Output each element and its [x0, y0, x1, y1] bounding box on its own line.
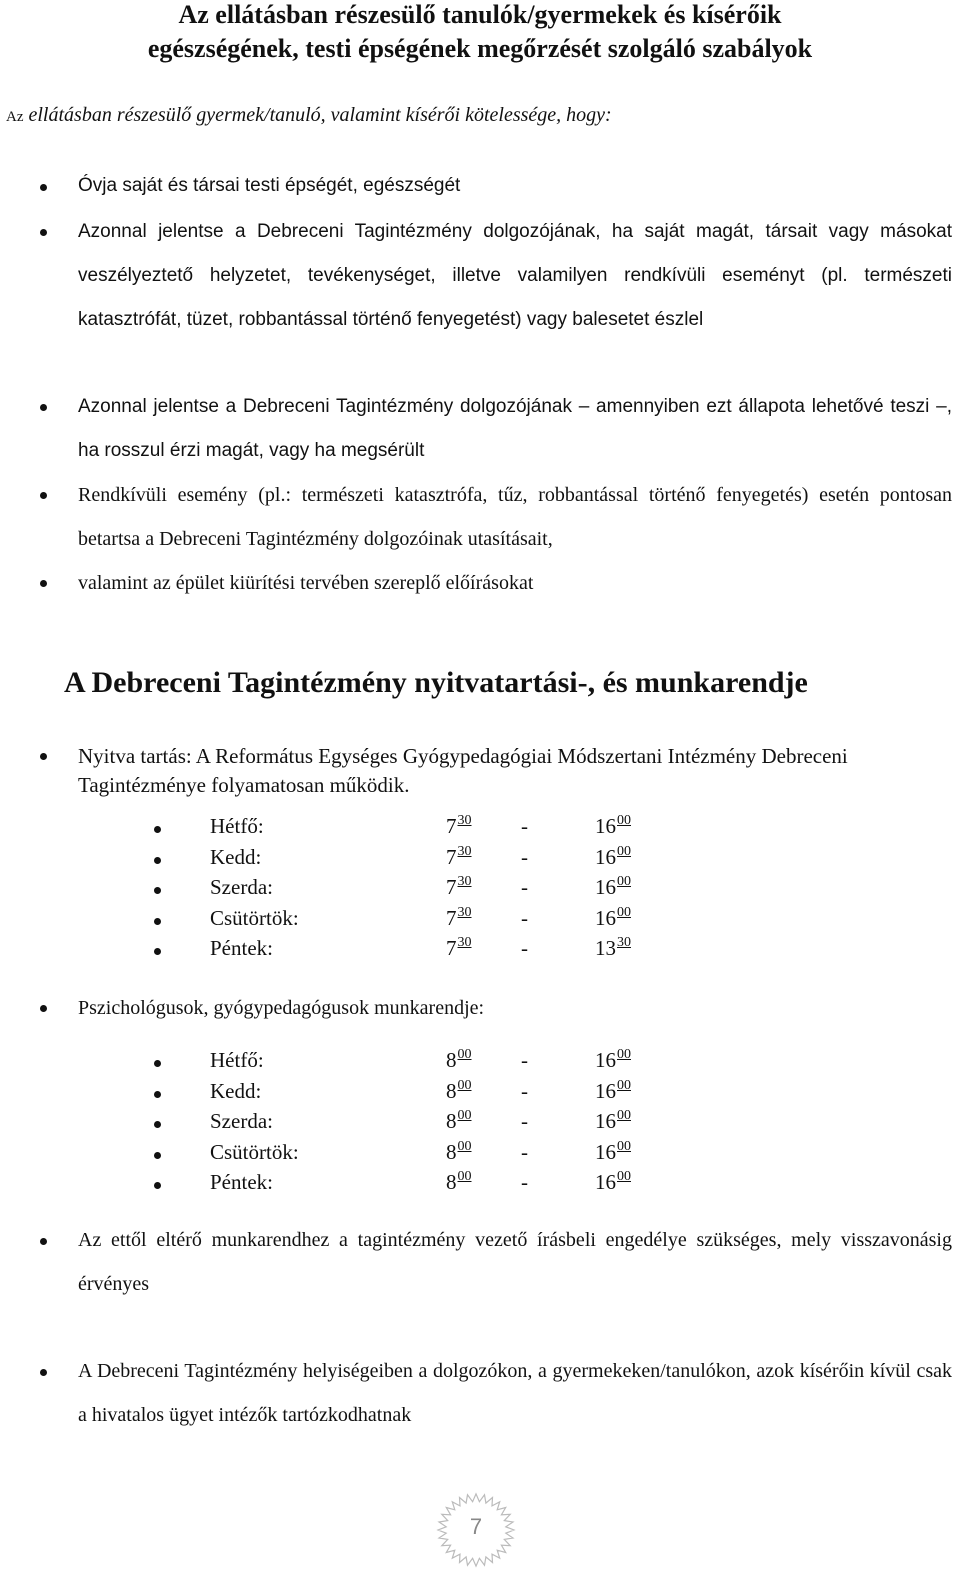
schedule-row	[0, 1109, 960, 1140]
end-hour: 16	[595, 1139, 616, 1164]
start-minute: 30	[457, 904, 472, 920]
bullet-dot	[154, 1091, 161, 1098]
end-minute: 30	[617, 935, 631, 950]
section-heading: A Debreceni Tagintézmény nyitvatartási-, és munkarendje	[64, 666, 808, 699]
start-minute: 00	[457, 1077, 472, 1093]
psych-text: Pszichológusok, gyógypedagógusok munkarendje:	[78, 997, 485, 1019]
duty-item: valamint az épület kiürítési tervében szereplő előírásokat	[78, 572, 534, 594]
schedule-start	[446, 1048, 472, 1073]
end-hour: 16	[595, 1048, 616, 1072]
end-hour: 16	[595, 905, 616, 930]
rule-item: A Debreceni Tagintézmény helyiségeiben a dolgozókon, a gyermekeken/tanulókon, azok kísérőin kívül csak a hivatalos ügyet intézők tartózkodhatnak	[78, 1360, 952, 1426]
bullet-dot	[154, 826, 161, 833]
bullet-dot	[40, 1005, 47, 1012]
schedule-day: Hétfő:	[210, 814, 264, 838]
bullet-dot	[154, 857, 161, 864]
schedule-row	[0, 1140, 960, 1171]
end-hour: 16	[595, 875, 616, 899]
start-hour: 8	[446, 1170, 457, 1194]
schedule-start	[446, 936, 472, 961]
schedule-dash: -	[521, 1048, 528, 1072]
start-minute: 30	[457, 874, 472, 889]
bullet-dot	[154, 1182, 161, 1189]
schedule-dash: -	[521, 814, 528, 838]
schedule-dash: -	[521, 1170, 528, 1194]
schedule-start	[446, 906, 472, 931]
bullet-dot	[40, 492, 47, 499]
schedule-end	[595, 1140, 631, 1165]
bullet-dot	[40, 404, 47, 411]
duty-item: Azonnal jelentse a Debreceni Tagintézmény dolgozójának, ha saját magát, társait vagy másokat veszélyeztető helyzetet, tevékenységet, illetve valamilyen rendkívüli eseményt (pl. természeti katasztrófát, tüzet, robbantással történő fenyegetést) vagy balesetet észlel	[78, 221, 952, 330]
title-line-1: Az ellátásban részesülő tanulók/gyermekek és kísérőik	[178, 0, 782, 29]
start-minute: 30	[457, 935, 472, 950]
schedule-start	[446, 845, 472, 870]
schedule-row	[0, 814, 960, 845]
end-minute: 00	[617, 1047, 631, 1062]
schedule-dash: -	[521, 844, 528, 869]
bullet-dot	[40, 580, 47, 587]
bullet-dot	[154, 1152, 161, 1159]
schedule-end	[595, 814, 631, 839]
duty-item: Azonnal jelentse a Debreceni Tagintézmény dolgozójának – amennyiben ezt állapota lehetővé teszi –, ha rosszul érzi magát, vagy ha megsérült	[78, 396, 952, 461]
duty-item: Óvja saját és társai testi épségét, egészségét	[78, 175, 461, 196]
schedule-start	[446, 1109, 472, 1134]
start-hour: 7	[446, 844, 457, 869]
schedule-end	[595, 845, 631, 870]
bullet-dot	[40, 753, 47, 760]
end-hour: 16	[595, 1170, 616, 1194]
schedule-start	[446, 1140, 472, 1165]
end-minute: 00	[617, 1138, 631, 1154]
end-hour: 16	[595, 844, 616, 869]
schedule-day: Hétfő:	[210, 1048, 264, 1072]
start-hour: 7	[446, 875, 457, 899]
schedule-dash: -	[521, 1078, 528, 1103]
schedule-end	[595, 906, 631, 931]
schedule-end	[595, 1079, 631, 1104]
start-hour: 7	[446, 814, 457, 838]
document-title	[0, 0, 960, 66]
schedule-dash: -	[521, 1109, 528, 1133]
schedule-day: Péntek:	[210, 1170, 273, 1194]
schedule-dash: -	[521, 905, 528, 930]
schedule-start	[446, 1079, 472, 1104]
schedule-day: Kedd:	[210, 844, 262, 869]
title-line-2: egészségének, testi épségének megőrzését szolgáló szabályok	[147, 34, 813, 63]
schedule-start	[446, 814, 472, 839]
schedule-day: Kedd:	[210, 1078, 262, 1103]
bullet-dot	[154, 948, 161, 955]
bullet-dot	[154, 1121, 161, 1128]
start-minute: 00	[457, 1169, 472, 1184]
schedule-end	[595, 1170, 631, 1195]
bullet-dot	[40, 1238, 47, 1245]
end-hour: 13	[595, 936, 616, 960]
page-number-badge	[428, 1490, 524, 1570]
start-hour: 8	[446, 1048, 457, 1072]
start-minute: 30	[457, 843, 472, 859]
rule-item: Az ettől eltérő munkarendhez a tagintézmény vezető írásbeli engedélye szükséges, mely visszavonásig érvényes	[78, 1229, 952, 1295]
end-minute: 00	[617, 904, 631, 920]
schedule-row	[0, 936, 960, 967]
bullet-dot	[40, 184, 47, 191]
duty-item: Rendkívüli esemény (pl.: természeti katasztrófa, tűz, robbantással történő fenyegetés) esetén pontosan betartsa a Debreceni Tagintézmény dolgozóinak utasításait,	[78, 484, 952, 550]
start-hour: 8	[446, 1139, 457, 1164]
intro-rest: ellátásban részesülő gyermek/tanuló, valamint kísérői kötelessége, hogy:	[23, 104, 612, 126]
schedule-day: Szerda:	[210, 875, 273, 899]
page-number: 7	[469, 1514, 483, 1539]
schedule-end	[595, 936, 631, 961]
start-minute: 00	[457, 1138, 472, 1154]
schedule-end	[595, 1109, 631, 1134]
start-minute: 00	[457, 1108, 472, 1123]
bullet-dot	[40, 229, 47, 236]
schedule-day: Csütörtök:	[210, 1139, 299, 1164]
end-minute: 00	[617, 874, 631, 889]
end-hour: 16	[595, 814, 616, 838]
schedule-end	[595, 1048, 631, 1073]
end-minute: 00	[617, 843, 631, 859]
schedule-start	[446, 875, 472, 900]
schedule-row	[0, 1079, 960, 1110]
intro-lead: Az	[6, 109, 24, 125]
schedule-dash: -	[521, 936, 528, 960]
schedule-start	[446, 1170, 472, 1195]
schedule-row	[0, 845, 960, 876]
start-hour: 8	[446, 1109, 457, 1133]
schedule-end	[595, 875, 631, 900]
end-minute: 00	[617, 1108, 631, 1123]
bullet-dot	[154, 1060, 161, 1067]
schedule-row	[0, 906, 960, 937]
end-hour: 16	[595, 1109, 616, 1133]
start-hour: 7	[446, 905, 457, 930]
schedule-day: Szerda:	[210, 1109, 273, 1133]
start-minute: 00	[457, 1047, 472, 1062]
bullet-dot	[40, 1369, 47, 1376]
end-minute: 00	[617, 1169, 631, 1184]
schedule-row	[0, 875, 960, 906]
schedule-dash: -	[521, 1139, 528, 1164]
start-minute: 30	[457, 813, 472, 828]
bullet-dot	[154, 887, 161, 894]
bullet-dot	[154, 918, 161, 925]
end-hour: 16	[595, 1078, 616, 1103]
schedule-day: Csütörtök:	[210, 905, 299, 930]
start-hour: 7	[446, 936, 457, 960]
schedule-row	[0, 1048, 960, 1079]
end-minute: 00	[617, 813, 631, 828]
schedule-row	[0, 1170, 960, 1201]
opening-text: Nyitva tartás: A Református Egységes Gyógypedagógiai Módszertani Intézmény Debreceni Tagintézménye folyamatosan működik.	[78, 744, 848, 797]
schedule-day: Péntek:	[210, 936, 273, 960]
intro-text	[6, 104, 612, 127]
end-minute: 00	[617, 1077, 631, 1093]
schedule-dash: -	[521, 875, 528, 899]
start-hour: 8	[446, 1078, 457, 1103]
